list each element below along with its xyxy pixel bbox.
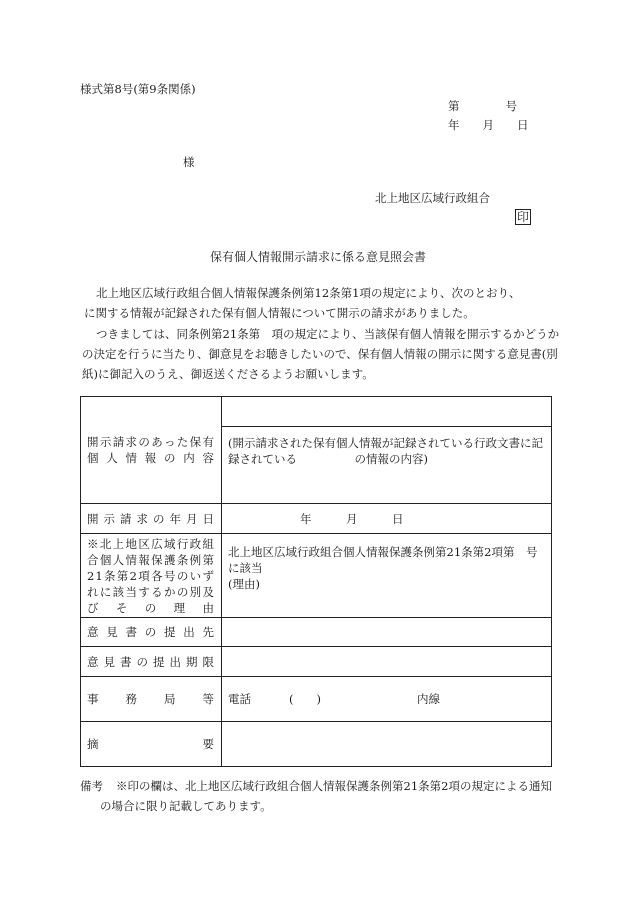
- table-row-top-blank: [81, 397, 552, 427]
- label-submission-destination: 意見書の提出先: [81, 618, 222, 647]
- clause-line3: (理由): [228, 577, 260, 591]
- label-request-date: 開示請求の年月日: [81, 504, 222, 534]
- phone-label: 電話: [228, 692, 251, 706]
- value-requested-info-blank: [222, 397, 552, 427]
- clause-line2: に該当: [228, 561, 263, 575]
- note-line1: ※印の欄は、北上地区広域行政組合個人情報保護条例第21条第2項の規定による通知: [116, 779, 552, 793]
- table-row-secretariat: [81, 677, 552, 722]
- seal-text: 印: [517, 210, 530, 224]
- document-number: 第 号: [448, 99, 517, 113]
- sender-name: 北上地区広域行政組合: [375, 191, 490, 205]
- value-secretariat: [222, 677, 552, 722]
- label-remarks: 摘要: [81, 722, 222, 767]
- value-requested-info: (開示請求された保有個人情報が記録されている行政文書に記録されている の情報の内容): [222, 427, 552, 504]
- body-para2: つきましては、同条例第21条第 項の規定により、当該保有個人情報を開示するかどうかの決定を行うに当たり、御意見をお聴きしたいので、保有個人情報の開示に関する意見書(別紙)に御記入のうえ、御返送くださるようお願いします。: [82, 327, 560, 381]
- value-request-date: 年 月 日: [222, 504, 552, 534]
- value-submission-destination: [222, 618, 552, 647]
- body-para1-line2: に関する情報が記録された保有個人情報について開示の請求がありました。: [84, 306, 475, 320]
- value-remarks: [222, 722, 552, 767]
- body-para1-line1: 北上地区広域行政組合個人情報保護条例第12条第1項の規定により、次のとおり、: [96, 286, 521, 300]
- label-submission-deadline: 意見書の提出期限: [81, 647, 222, 677]
- page-title: 保有個人情報開示請求に係る意見照会書: [210, 250, 427, 264]
- value-applicable-clause: [222, 534, 552, 618]
- table-row-request-date: [81, 504, 552, 534]
- table-row-submission-destination: [81, 618, 552, 647]
- document-date: 年 月 日: [448, 118, 529, 132]
- form-number: 様式第8号(第9条関係): [80, 82, 196, 96]
- note-label: 備考: [80, 779, 103, 793]
- clause-line1: 北上地区広域行政組合個人情報保護条例第21条第2項第 号: [228, 545, 538, 559]
- addressee-suffix: 様: [183, 155, 195, 169]
- note-line2: の場合に限り記載してあります。: [100, 799, 272, 813]
- label-applicable-clause: ※北上地区広域行政組合個人情報保護条例第21条第2項各号のいずれに該当するかの別及びその理由: [81, 534, 222, 618]
- table-row-remarks: [81, 722, 552, 767]
- extension-label: 内線: [416, 692, 440, 706]
- table-row-applicable-clause: [81, 534, 552, 618]
- phone-area-code: ( ): [289, 692, 321, 706]
- seal-mark: [515, 210, 531, 225]
- label-requested-info: 開示請求のあった保有個人情報の内容: [81, 397, 222, 504]
- table-row-submission-deadline: [81, 647, 552, 677]
- request-info-table: [80, 396, 552, 767]
- value-submission-deadline: [222, 647, 552, 677]
- label-secretariat: 事務局等: [81, 677, 222, 722]
